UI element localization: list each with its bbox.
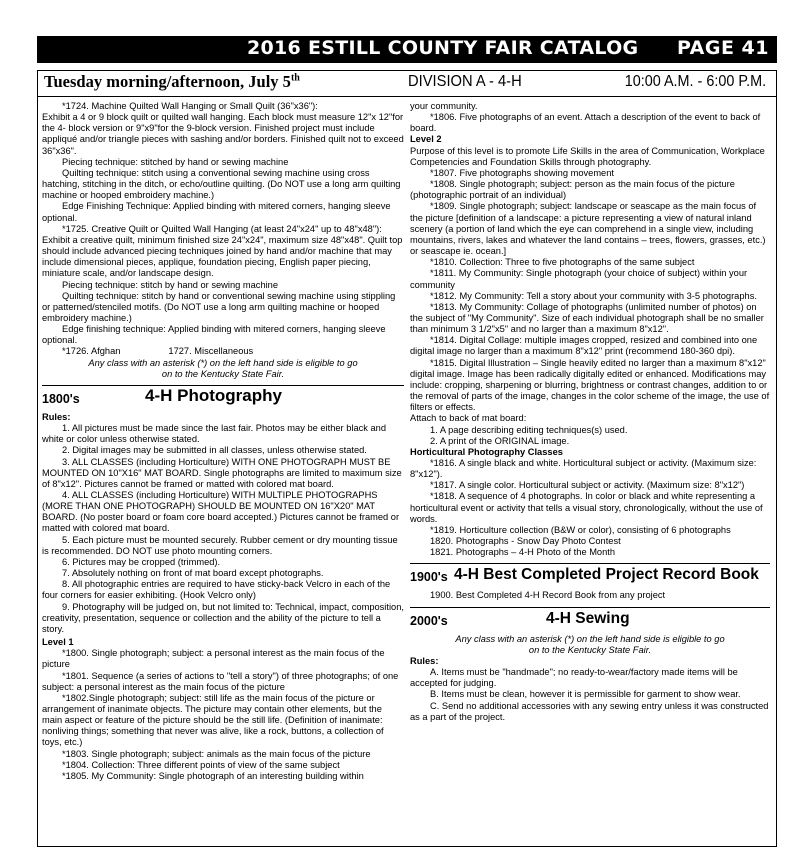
rules-list [42, 423, 404, 635]
class-1724: *1724. Machine Quilted Wall Hanging or Small Quilt (36"x36"): [62, 101, 318, 111]
class-item: *1808. Single photograph; subject: person as the main focus of the picture (photographic portrait of an individual) [410, 179, 735, 201]
class-1726: *1726. Afghan [62, 346, 121, 357]
asterisk-note: Any class with an asterisk (*) on the left hand side is eligible to go on to the Kentucky State Fair. [88, 357, 358, 379]
rule-item: 1. All pictures must be made since the last fair. Photos may be either black and white or color unless otherwise stated. [42, 423, 387, 445]
attach-list [410, 425, 770, 447]
class-item: *1800. Single photograph; subject: a personal interest as the main focus of the picture [42, 648, 385, 670]
level2-intro: Purpose of this level is to promote Life Skills in the area of Communication, Workplace Competencies and Foundation Skills through photography. [410, 145, 765, 167]
class-1725-edge: Edge finishing technique: Applied binding with mitered corners, hanging sleeve optional. [42, 324, 386, 346]
rule-item: B. Items must be clean, however it is permissible for garment to show wear. [430, 689, 741, 700]
rules-list [410, 667, 770, 723]
rule-item: 5. Each picture must be mounted securely. Rubber cement or dry mounting tissue is recommended. DO NOT use photo mounting corners. [42, 534, 398, 556]
class-item: *1817. A single color. Horticultural subject or activity. (Maximum size: 8"x12") [430, 480, 745, 491]
class-item: *1804. Collection: Three different points of view of the same subject [62, 759, 340, 770]
class-1724-quilting: Quilting technique: stitch using a conventional sewing machine using cross hatching, stitching in the ditch, or echo/outline quilting. (Do NOT use a long arm quilting machine or hooped embroidery machine.) [42, 167, 401, 201]
class-1727: 1727. Miscellaneous [168, 346, 254, 357]
division-heading: DIVISION A - 4-H [408, 73, 522, 90]
rule-item: 6. Pictures may be cropped (trimmed). [62, 556, 221, 567]
section-header-2000 [410, 609, 770, 634]
class-1724-edge: Edge Finishing Technique: Applied binding with mitered corners, hanging sleeve optional. [42, 201, 391, 223]
level1-label: Level 1 [42, 637, 74, 648]
section-header-1900 [410, 568, 770, 590]
class-1726-1727 [42, 346, 404, 357]
class-item: 1820. Photographs - Snow Day Photo Contest [430, 536, 621, 547]
rule-item: 7. Absolutely nothing on front of mat board except photographs. [62, 568, 324, 579]
right-column [410, 101, 770, 723]
rule-item: 3. ALL CLASSES (including Horticulture) WITH ONE PHOTOGRAPH MUST BE MOUNTED ON 10"X16" MAT BOARD. Single photographs are limited to maximum size of 8"x12". Pictures cannot be framed or matted with colored mat board. [42, 456, 402, 489]
rule-item: C. Send no additional accessories with any sewing entry unless it was constructed as a part of the project. [410, 700, 769, 722]
class-1900: 1900. Best Completed 4-H Record Book from any project [430, 590, 666, 601]
section-header-1800 [42, 385, 404, 412]
class-1725: *1725. Creative Quilt or Quilted Wall Hanging (at least 24"x24" up to 48"x48"): Exhibit a creative quilt, minimum finished size 24"x24", maximum size 48"x48". Quilt top should include advanced piecing techniques joined by hand and/or machine that may include dimensional pieces, applique, foundation piecing, English paper piecing, miniature scale, and/or landscape design. [42, 223, 403, 279]
class-item: *1810. Collection: Three to five photographs of the same subject [430, 257, 695, 268]
section-title: 4-H Photography [145, 385, 282, 405]
horticulture-list [410, 458, 770, 558]
class-item: *1814. Digital Collage: multiple images cropped, resized and combined into one digital image no larger than a maximum 8"x12" print (recommend 180-360 dpi). [410, 335, 758, 357]
rules-label: Rules: [42, 411, 71, 422]
class-item: *1809. Single photograph; subject: landscape or seascape as the main focus of the picture [definition of a landscape: a picture representing a view of natural inland scenery (a portion of land which the eye can comprehend in a single view, including mountains, rivers, lakes and whatever the land contains – trees, flowers, grasses, etc.) or seascape ie. ocean.] [410, 201, 766, 257]
attach-label: Attach to back of mat board: [410, 413, 527, 424]
class-1725-quilting: Quilting technique: stitch by hand or conventional sewing machine using stippling or patterned/stenciled motifs. (Do NOT use a long arm quilting machine or hooped embroidery machine.) [42, 290, 396, 323]
section-number: 1800's [42, 391, 80, 406]
rule-item: 8. All photographic entries are required to have sticky-back Velcro in each of the four corners for easier exhibiting. (Hook Velcro only) [42, 579, 391, 601]
page-banner [37, 36, 777, 63]
class-item: *1816. A single black and white. Horticultural subject or activity. (Maximum size: 8"x12"). [410, 458, 757, 480]
left-column [42, 101, 404, 782]
continued-text: your community. [410, 101, 478, 111]
class-item: *1812. My Community: Tell a story about your community with 3-5 photographs. [430, 290, 757, 301]
class-item: *1813. My Community: Collage of photographs (unlimited number of photos) on the subject of "My Community". Size of each individual photograph shall be no smaller than minimum 3 1/2"x5" and no larger than a maximum 8"x12". [410, 301, 764, 335]
time-heading: 10:00 A.M. - 6:00 P.M. [624, 73, 766, 90]
level2-list [410, 168, 770, 413]
rule-item: 4. ALL CLASSES (including Horticulture) WITH MULTIPLE PHOTOGRAPHS (MORE THAN ONE PHOTOGRAPH) SHOULD BE MOUNTED ON 16"X20" MAT BOARD. (No poster board or foam core board accepted.) Pictures cannot be framed or matted with colored mat board. [42, 490, 400, 534]
rules-label: Rules: [410, 655, 439, 666]
day-heading: Tuesday morning/afternoon, July 5th [44, 72, 300, 91]
asterisk-note: Any class with an asterisk (*) on the left hand side is eligible to go on to the Kentucky State Fair. [455, 633, 725, 655]
class-item: 1821. Photographs – 4-H Photo of the Month [430, 547, 616, 558]
divider [410, 563, 770, 564]
section-title: 4-H Sewing [546, 609, 630, 627]
subheader [38, 71, 776, 97]
page-number: PAGE 41 [676, 37, 769, 59]
content-frame [37, 70, 777, 847]
rule-item: 9. Photography will be judged on, but not limited to: Technical, impact, composition, creativity, presentation, sequence or collection and the ability of the picture to tell a story. [42, 601, 404, 634]
class-item: *1801. Sequence (a series of actions to "tell a story") of three photographs; of one subject: a personal interest as the main focus of the picture [42, 670, 399, 692]
class-item: *1805. My Community: Single photograph of an interesting building within [62, 770, 364, 781]
attach-item: 2. A print of the ORIGINAL image. [430, 435, 570, 446]
class-item: *1818. A sequence of 4 photographs. In color or black and white representing a horticultural event or activity that tells a visual story, chronologically, without the use of words. [410, 491, 763, 524]
class-item: *1807. Five photographs showing movement [430, 167, 614, 178]
section-title: 4-H Best Completed Project Record Book [454, 566, 759, 584]
attach-item: 1. A page describing editing techniques(s) used. [430, 424, 628, 435]
level2-label: Level 2 [410, 134, 442, 145]
horticulture-label: Horticultural Photography Classes [410, 446, 563, 457]
class-item: *1811. My Community: Single photograph (your choice of subject) within your community [410, 268, 748, 290]
rule-item: 2. Digital images may be submitted in all classes, unless otherwise stated. [62, 445, 367, 456]
class-item: *1819. Horticulture collection (B&W or color), consisting of 6 photographs [430, 524, 731, 535]
class-item: *1802.Single photograph; subject: still life as the main focus of the picture or arrangement of inanimate objects. The picture may contain other elements, but the main aspect or feature of the picture should be the still life. (Definition of inanimate: nonliving things; something that never was alive, like a rock, buttons, a collection of toys, etc.) [42, 692, 384, 748]
class-1725-piecing: Piecing technique: stitch by hand or sewing machine [62, 279, 279, 290]
divider [410, 607, 770, 608]
level1-list [42, 648, 404, 782]
class-1724-piecing: Piecing technique: stitched by hand or sewing machine [62, 156, 289, 167]
class-item: *1803. Single photograph; subject: animals as the main focus of the picture [62, 748, 371, 759]
rule-item: A. Items must be "handmade"; no ready-to-wear/factory made items will be accepted for judging. [410, 667, 738, 689]
class-item: *1815. Digital Illustration – Single heavily edited no larger than a maximum 8"x12" digital image. Image has been radically digitally edited or enhanced. Modifications may include: cropping, sharpening or blurring, brightness or contrast changes, addition to or the removal of parts of the image, changes in the color scheme of the image, the use of filters or effects. [410, 357, 770, 413]
class-1806: *1806. Five photographs of an event. Attach a description of the event to back of board. [410, 112, 761, 134]
section-number: 2000's [410, 613, 448, 628]
class-1724-desc: Exhibit a 4 or 9 block quilt or quilted wall hanging. Each block must measure 12"x 12"for the 4- block version or 9"x9"for the 9-block version. Finished project must include appliqué and/or triangle pieces with sashing and/or borders. Finished quilt not to exceed 36"x36". [42, 112, 404, 156]
section-number: 1900's [410, 570, 448, 585]
catalog-title: 2016 ESTILL COUNTY FAIR CATALOG [247, 37, 639, 59]
